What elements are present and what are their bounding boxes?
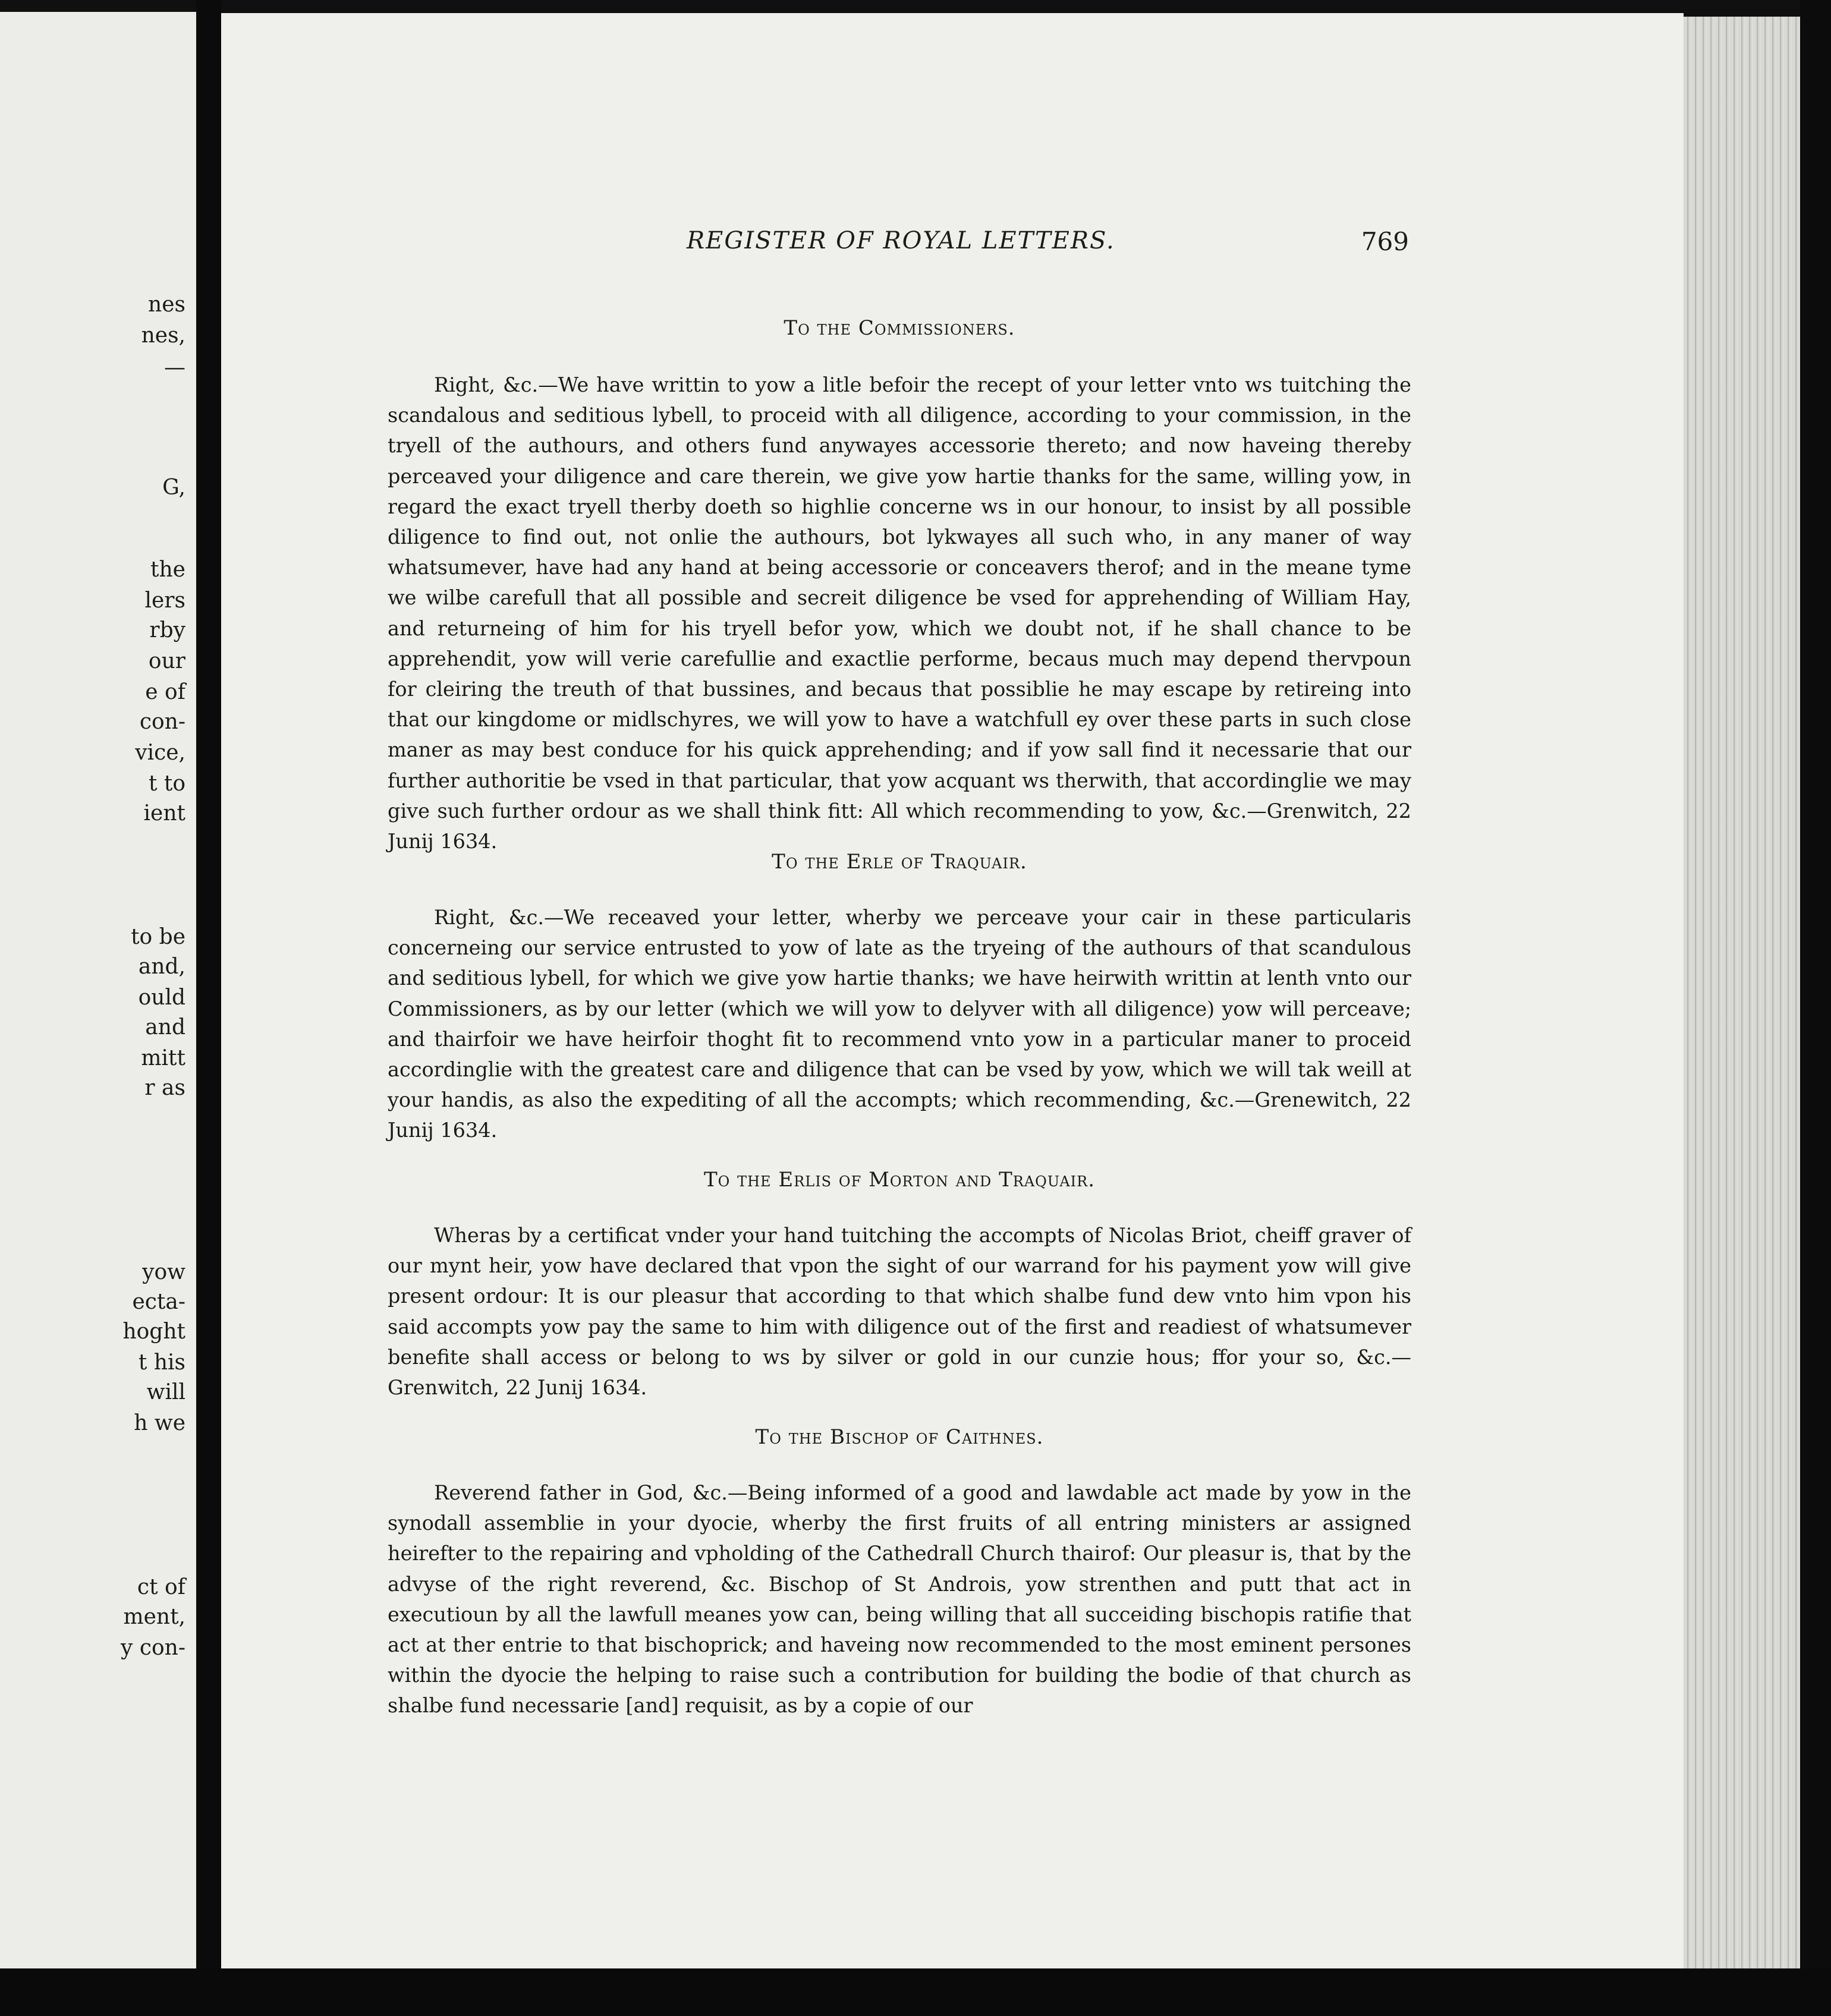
left-page-fragment: lers — [144, 588, 185, 613]
left-page-fragment: vice, — [135, 741, 185, 765]
left-page-fragment: G, — [162, 475, 185, 500]
left-page-fragment: h we — [134, 1411, 185, 1435]
left-page-fragment: nes — [148, 292, 185, 317]
left-page-fragment: hoght — [122, 1319, 185, 1344]
letter-heading: To the Erlis of Morton and Traquair. — [703, 1168, 1096, 1192]
left-page-fragment: ecta- — [132, 1290, 185, 1314]
left-page-fragment: to be — [131, 925, 185, 949]
letter-heading: To the Commissioners. — [784, 316, 1015, 340]
letter-erle-of-traquair — [388, 844, 1411, 1146]
left-page-fragment: t to — [148, 771, 185, 796]
left-page-fragment: t his — [138, 1350, 185, 1375]
letter-erlis-of-morton-and-traquair — [388, 1162, 1411, 1403]
bottom-border — [0, 1968, 1831, 2016]
left-page-fragment: nes, — [141, 323, 185, 348]
left-page-fragment: yow — [142, 1260, 185, 1284]
left-page-fragment: our — [148, 649, 185, 673]
letter-bischop-of-caithnes — [388, 1419, 1411, 1721]
letter-body: Right, &c.—We have writtin to yow a litle befoir the recept of your letter vnto ws tuitching the scandalous and seditious lybell, to proceid with all diligence, according to your commission, in the tryell of the authours, and others fund anywayes accessorie thereto; and now haveing thereby perceaved your diligence and care therein, we give yow hartie thanks for the same, willing yow, in regard the exact tryell therby doeth so highlie concerne ws in our honour, to insist by all possible diligence to find out, not onlie the authours, bot lykwayes all such who, in any maner of way whatsumever, have had any hand at being accessorie or conceavers therof; and in the meane tyme we wilbe carefull that all possible and secreit diligence be vsed for apprehending of William Hay, and returneing of him for his tryell befor yow, which we doubt not, if he shall chance to be apprehendit, yow will verie carefullie and exactlie performe, becaus much may depend thervpoun for cleiring the treuth of that bussines, and becaus that possiblie he may escape by retireing into that our kingdome or midlschyres, we will yow to have a watchfull ey over these parts in such close maner as may best conduce for his quick apprehending; and if yow sall find it necessarie that our further authoritie be vsed in that particular, that yow acquant ws therwith, that accordinglie we may give such further ordour as we shall think fitt: All which recommending to yow, &c.—Grenwitch, 22 Junij 1634. — [388, 373, 1411, 853]
running-head — [467, 227, 1430, 263]
right-border — [1800, 0, 1831, 2016]
left-page-fragment: will — [146, 1380, 185, 1404]
left-facing-page — [0, 12, 196, 1973]
running-title: REGISTER OF ROYAL LETTERS. — [687, 227, 1115, 254]
page-edges — [1684, 17, 1800, 1978]
left-page-fragment: e of — [145, 680, 185, 704]
left-page-fragment: — — [164, 355, 185, 380]
left-page-fragment: r as — [144, 1076, 185, 1100]
page-number: 769 — [1361, 227, 1409, 256]
left-page-fragment: ment, — [123, 1605, 185, 1629]
left-page-fragment: the — [150, 557, 185, 582]
book-gutter — [196, 0, 221, 2016]
left-page-fragment: y con- — [121, 1636, 185, 1660]
left-page-fragment: ient — [143, 801, 185, 826]
left-page-fragment: rby — [149, 618, 185, 642]
letter-heading: To the Erle of Traquair. — [772, 850, 1027, 874]
left-page-fragment: mitt — [141, 1046, 185, 1070]
letter-body: Reverend father in God, &c.—Being informed of a good and lawdable act made by yow in the synodall assemblie in your dyocie, wherby the first fruits of all entring ministers ar assigned heirefter to the repairing and vpholding of the Cathedrall Church thairof: Our pleasur is, that by the advyse of the right reverend, &c. Bischop of St Androis, yow strenthen and putt that act in executioun by all the lawfull meanes yow can, being willing that all succeiding bischopis ratifie that act at ther entrie to that bischoprick; and haveing now recommended to the most eminent persones within the dyocie the helping to raise such a contribution for building the bodie of that church as shalbe fund necessarie [and] requisit, as by a copie of our — [388, 1481, 1411, 1718]
left-page-fragment: and, — [138, 955, 185, 979]
letter-commissioners — [388, 310, 1411, 856]
left-page-fragment: ct of — [137, 1575, 185, 1599]
letter-body: Right, &c.—We receaved your letter, wherby we perceave your cair in these particularis concerneing our service entrusted to yow of late as the tryeing of the authours of that scandulous and seditious lybell, for which we give yow hartie thanks; we have heirwith writtin at lenth vnto our Commissioners, as by our letter (which we will yow to delyver with all diligence) yow will perceave; and thairfoir we have heirfoir thoght fit to recommend vnto yow in a particular maner to proceid accordinglie with the greatest care and diligence that can be vsed by yow, which we will tak weill at your handis, as also the expediting of all the accompts; which recommending, &c.—Grenewitch, 22 Junij 1634. — [388, 906, 1411, 1142]
left-page-fragment: and — [145, 1015, 185, 1040]
letter-heading: To the Bischop of Caithnes. — [755, 1425, 1044, 1449]
letter-body: Wheras by a certificat vnder your hand tuitching the accompts of Nicolas Briot, cheiff graver of our mynt heir, yow have declared that vpon the sight of our warrand for his payment yow will give present ordour: It is our pleasur that according to that which shalbe fund dew vnto him vpon his said accompts yow pay the same to him with diligence out of the first and readiest of whatsumever benefite shall access or belong to ws by silver or gold in our cunzie hous; ffor your so, &c.—Grenwitch, 22 Junij 1634. — [388, 1224, 1411, 1400]
left-page-fragment: con- — [139, 710, 185, 734]
left-page-fragment: ould — [138, 985, 185, 1010]
